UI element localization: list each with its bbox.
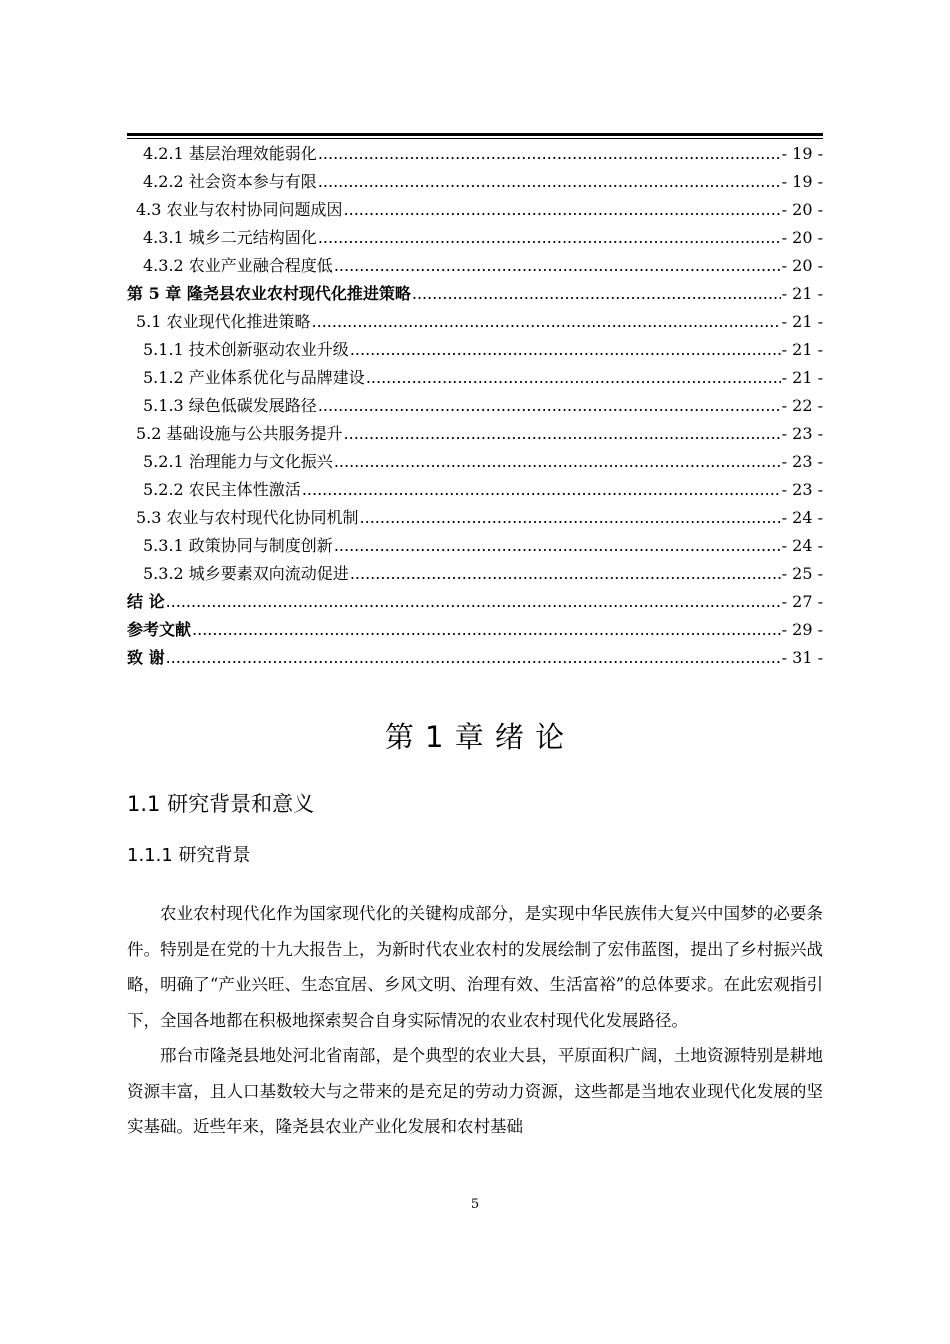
page-number: 5 bbox=[470, 1197, 480, 1212]
toc-entry[interactable] bbox=[127, 560, 823, 588]
header-rule-thick bbox=[127, 133, 823, 136]
toc-entry-page: - 23 - bbox=[781, 452, 823, 471]
toc-entry[interactable] bbox=[127, 588, 823, 616]
toc-entry-title: 5.1.3 绿色低碳发展路径 bbox=[143, 396, 317, 415]
toc-entry-page: - 24 - bbox=[781, 536, 823, 555]
toc-entry-title: 4.2.2 社会资本参与有限 bbox=[143, 172, 317, 191]
toc-leader-dots bbox=[344, 196, 781, 224]
toc-entry[interactable] bbox=[127, 532, 823, 560]
toc-entry[interactable] bbox=[127, 196, 823, 224]
toc-entry-page: - 20 - bbox=[781, 256, 823, 275]
toc-entry-page: - 21 - bbox=[781, 368, 823, 387]
toc-entry[interactable] bbox=[127, 140, 823, 168]
toc-entry[interactable] bbox=[127, 476, 823, 504]
toc-leader-dots bbox=[318, 140, 781, 168]
toc-entry-page: - 19 - bbox=[781, 144, 823, 163]
subsection-title: 1.1.1 研究背景 bbox=[127, 845, 251, 866]
toc-entry-page: - 19 - bbox=[781, 172, 823, 191]
toc-entry[interactable] bbox=[127, 168, 823, 196]
toc-leader-dots bbox=[412, 280, 781, 308]
toc-entry-title: 5.2.2 农民主体性激活 bbox=[143, 480, 301, 499]
toc-leader-dots bbox=[366, 364, 781, 392]
toc-leader-dots bbox=[166, 588, 781, 616]
toc-entry-title: 5.3.1 政策协同与制度创新 bbox=[143, 536, 333, 555]
toc-entry-title: 致 谢 bbox=[127, 648, 165, 667]
toc-entry[interactable] bbox=[127, 448, 823, 476]
toc-entry[interactable] bbox=[127, 644, 823, 672]
toc-leader-dots bbox=[312, 308, 781, 336]
toc-entry-title: 5.1 农业现代化推进策略 bbox=[136, 312, 311, 331]
toc-entry[interactable] bbox=[127, 308, 823, 336]
toc-entry[interactable] bbox=[127, 392, 823, 420]
toc-entry-page: - 23 - bbox=[781, 480, 823, 499]
toc-entry-page: - 20 - bbox=[781, 200, 823, 219]
toc-entry[interactable] bbox=[127, 420, 823, 448]
toc-entry-title: 4.3.2 农业产业融合程度低 bbox=[143, 256, 333, 275]
toc-entry-page: - 23 - bbox=[781, 424, 823, 443]
toc-entry[interactable] bbox=[127, 252, 823, 280]
toc-entry-title: 5.2 基础设施与公共服务提升 bbox=[136, 424, 343, 443]
toc-entry[interactable] bbox=[127, 364, 823, 392]
toc-entry-page: - 20 - bbox=[781, 228, 823, 247]
toc-leader-dots bbox=[334, 532, 781, 560]
toc-entry-page: - 24 - bbox=[781, 508, 823, 527]
toc-entry-title: 5.3.2 城乡要素双向流动促进 bbox=[143, 564, 349, 583]
toc-entry-title: 4.3.1 城乡二元结构固化 bbox=[143, 228, 317, 247]
toc-entry[interactable] bbox=[127, 336, 823, 364]
toc-leader-dots bbox=[318, 168, 781, 196]
toc-entry-page: - 21 - bbox=[781, 312, 823, 331]
toc-entry-title: 5.1.1 技术创新驱动农业升级 bbox=[143, 340, 349, 359]
toc-entry-page: - 25 - bbox=[781, 564, 823, 583]
toc-entry-title: 第 5 章 隆尧县农业农村现代化推进策略 bbox=[127, 284, 411, 303]
toc-leader-dots bbox=[334, 448, 781, 476]
chapter-title: 第 1 章 绪 论 bbox=[384, 720, 566, 754]
toc-leader-dots bbox=[360, 504, 781, 532]
toc-entry-page: - 29 - bbox=[781, 620, 823, 639]
toc-leader-dots bbox=[350, 560, 781, 588]
body-text bbox=[127, 896, 823, 1145]
toc-leader-dots bbox=[334, 252, 781, 280]
paragraph: 邢台市隆尧县地处河北省南部，是个典型的农业大县，平原面积广阔，土地资源特别是耕地资源丰富，且人口基数较大与之带来的是充足的劳动力资源，这些都是当地农业现代化发展的坚实基础。近些年来，隆尧县农业产业化发展和农村基础 bbox=[127, 1046, 823, 1136]
section-title: 1.1 研究背景和意义 bbox=[127, 792, 315, 816]
toc-leader-dots bbox=[192, 616, 781, 644]
header-rule-thin bbox=[127, 138, 823, 139]
paragraph: 农业农村现代化作为国家现代化的关键构成部分，是实现中华民族伟大复兴中国梦的必要条件。特别是在党的十九大报告上，为新时代农业农村的发展绘制了宏伟蓝图，提出了乡村振兴战略，明确了“产业兴旺、生态宜居、乡风文明、治理有效、生活富裕”的总体要求。在此宏观指引下，全国各地都在积极地探索契合自身实际情况的农业农村现代化发展路径。 bbox=[127, 904, 823, 1030]
toc-entry-page: - 27 - bbox=[781, 592, 823, 611]
toc-entry-title: 5.3 农业与农村现代化协同机制 bbox=[136, 508, 359, 527]
toc-entry-title: 5.2.1 治理能力与文化振兴 bbox=[143, 452, 333, 471]
toc-entry-page: - 21 - bbox=[781, 284, 823, 303]
table-of-contents bbox=[127, 140, 823, 672]
toc-entry-title: 结 论 bbox=[127, 592, 165, 611]
toc-leader-dots bbox=[166, 644, 781, 672]
toc-entry[interactable] bbox=[127, 224, 823, 252]
toc-entry-page: - 22 - bbox=[781, 396, 823, 415]
toc-leader-dots bbox=[318, 392, 781, 420]
toc-entry-title: 5.1.2 产业体系优化与品牌建设 bbox=[143, 368, 365, 387]
toc-leader-dots bbox=[302, 476, 781, 504]
toc-entry[interactable] bbox=[127, 504, 823, 532]
toc-entry-page: - 31 - bbox=[781, 648, 823, 667]
toc-entry-title: 4.2.1 基层治理效能弱化 bbox=[143, 144, 317, 163]
toc-entry[interactable] bbox=[127, 280, 823, 308]
toc-leader-dots bbox=[318, 224, 781, 252]
toc-entry[interactable] bbox=[127, 616, 823, 644]
toc-leader-dots bbox=[350, 336, 781, 364]
toc-entry-page: - 21 - bbox=[781, 340, 823, 359]
toc-entry-title: 4.3 农业与农村协同问题成因 bbox=[136, 200, 343, 219]
toc-leader-dots bbox=[344, 420, 781, 448]
toc-entry-title: 参考文献 bbox=[127, 620, 192, 639]
